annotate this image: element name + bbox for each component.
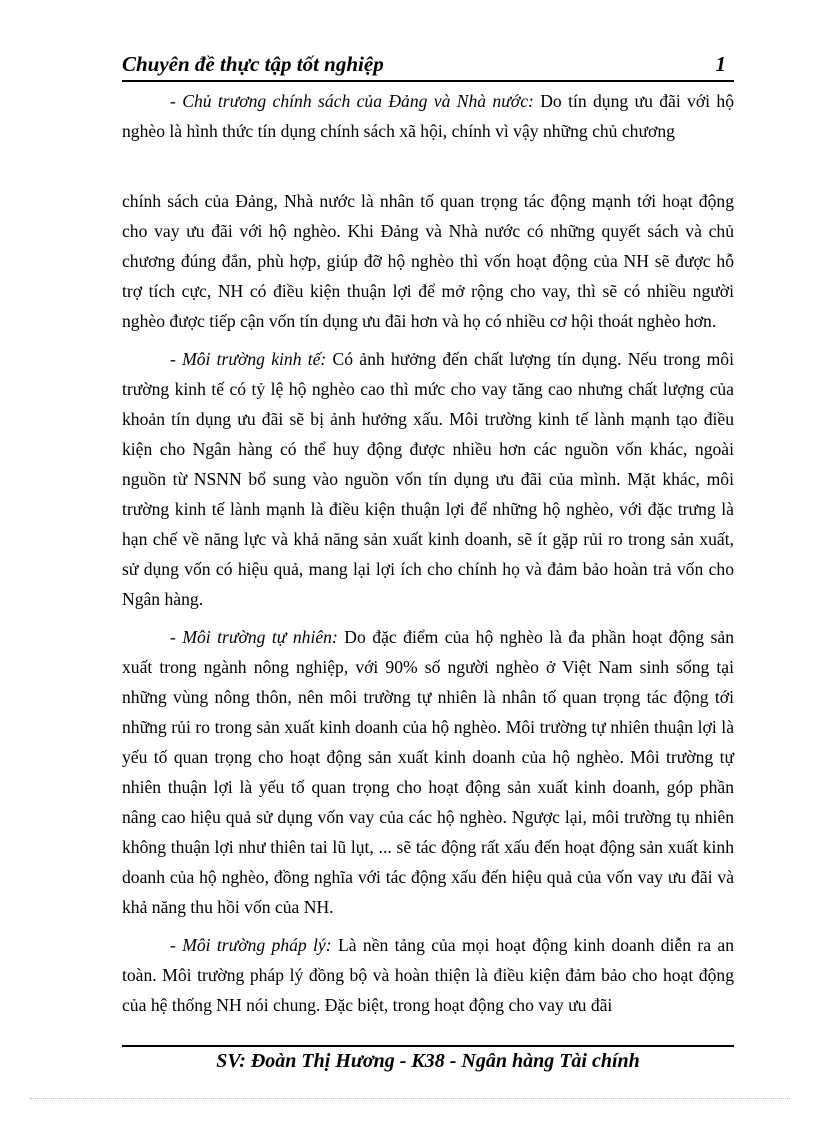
paragraph-text: Do tín dụng ưu đãi với hộ nghèo là hình thức tín dụng chính sách xã hội, chính vì vậy những chủ chương (122, 91, 734, 141)
header-title: Chuyên đề thực tập tốt nghiệp (122, 52, 384, 76)
page-number: 1 (715, 52, 726, 76)
footer-divider (122, 1045, 734, 1047)
paragraph-lead: - Chủ trương chính sách của Đảng và Nhà nước: (170, 91, 534, 111)
paragraph-legal-environment (122, 930, 734, 1020)
paragraph-lead: - Môi trường pháp lý: (170, 935, 332, 955)
paragraph-natural-environment (122, 622, 734, 922)
page-bottom-divider (30, 1098, 790, 1099)
paragraph-text: chính sách của Đảng, Nhà nước là nhân tố quan trọng tác động mạnh tới hoạt động cho vay ưu đãi với hộ nghèo. Khi Đảng và Nhà nước có những quyết sách và chủ chương đúng đắn, phù hợp, giúp đỡ hộ nghèo thì vốn hoạt động của NH sẽ được hỗ trợ tích cực, NH có điều kiện thuận lợi để mở rộng cho vay, thì sẽ có nhiều người nghèo được tiếp cận vốn tín dụng ưu đãi hơn và họ có nhiều cơ hội thoát nghèo hơn. (122, 191, 734, 331)
document-body (122, 86, 734, 1020)
paragraph-text: Do đặc điểm của hộ nghèo là đa phần hoạt động sản xuất trong ngành nông nghiệp, với 90% số người nghèo ở Việt Nam sinh sống tại những vùng nông thôn, nên môi trường tự nhiên là nhân tố quan trọng tác động tới những rủi ro trong sản xuất kinh doanh của hộ nghèo. Môi trường tự nhiên thuận lợi là yếu tố quan trọng cho hoạt động sản xuất kinh doanh của hộ nghèo. Môi trường tự nhiên thuận lợi là yếu tố quan trọng cho hoạt động sản xuất kinh doanh, góp phần nâng cao hiệu quả sử dụng vốn vay của các hộ nghèo. Ngược lại, môi trường tụ nhiên không thuận lợi như thiên tai lũ lụt, ... sẽ tác động rất xấu đến hoạt động sản xuất kinh doanh của hộ nghèo, đồng nghĩa với tác động xấu đến hiệu quả của vốn vay ưu đãi và khả năng thu hồi vốn của NH. (122, 627, 734, 917)
paragraph-lead: - Môi trường kinh tế: (170, 349, 327, 369)
paragraph-text: Là nền tảng của mọi hoạt động kinh doanh diễn ra an toàn. Môi trường pháp lý đồng bộ và hoàn thiện là điều kiện đảm bảo cho hoạt động của hệ thống NH nói chung. Đặc biệt, trong hoạt động cho vay ưu đãi (122, 935, 734, 1015)
page-footer: SV: Đoàn Thị Hương - K38 - Ngân hàng Tài chính (216, 1050, 640, 1072)
paragraph-economic-environment (122, 344, 734, 614)
paragraph-policy (122, 86, 734, 146)
page-header (122, 50, 734, 82)
paragraph-text: Có ảnh hưởng đến chất lượng tín dụng. Nếu trong môi trường kinh tế có tỷ lệ hộ nghèo cao thì mức cho vay tăng cao nhưng chất lượng của khoản tín dụng ưu đãi sẽ bị ảnh hưởng xấu. Môi trường kinh tế lành mạnh tạo điều kiện cho Ngân hàng có thể huy động được nhiều hơn các nguồn vốn khác, ngoài nguồn từ NSNN bổ sung vào nguồn vốn tín dụng ưu đãi của mình. Mặt khác, môi trường kinh tế lành mạnh là điều kiện thuận lợi để những hộ nghèo, với đặc trưng là hạn chế về năng lực và khả năng sản xuất kinh doanh, sẽ ít gặp rủi ro trong sản xuất, sử dụng vốn có hiệu quả, mang lại lợi ích cho chính họ và đảm bảo hoàn trả vốn cho Ngân hàng. (122, 349, 734, 609)
paragraph-lead: - Môi trường tự nhiên: (170, 627, 338, 647)
paragraph-policy-continued (122, 186, 734, 336)
